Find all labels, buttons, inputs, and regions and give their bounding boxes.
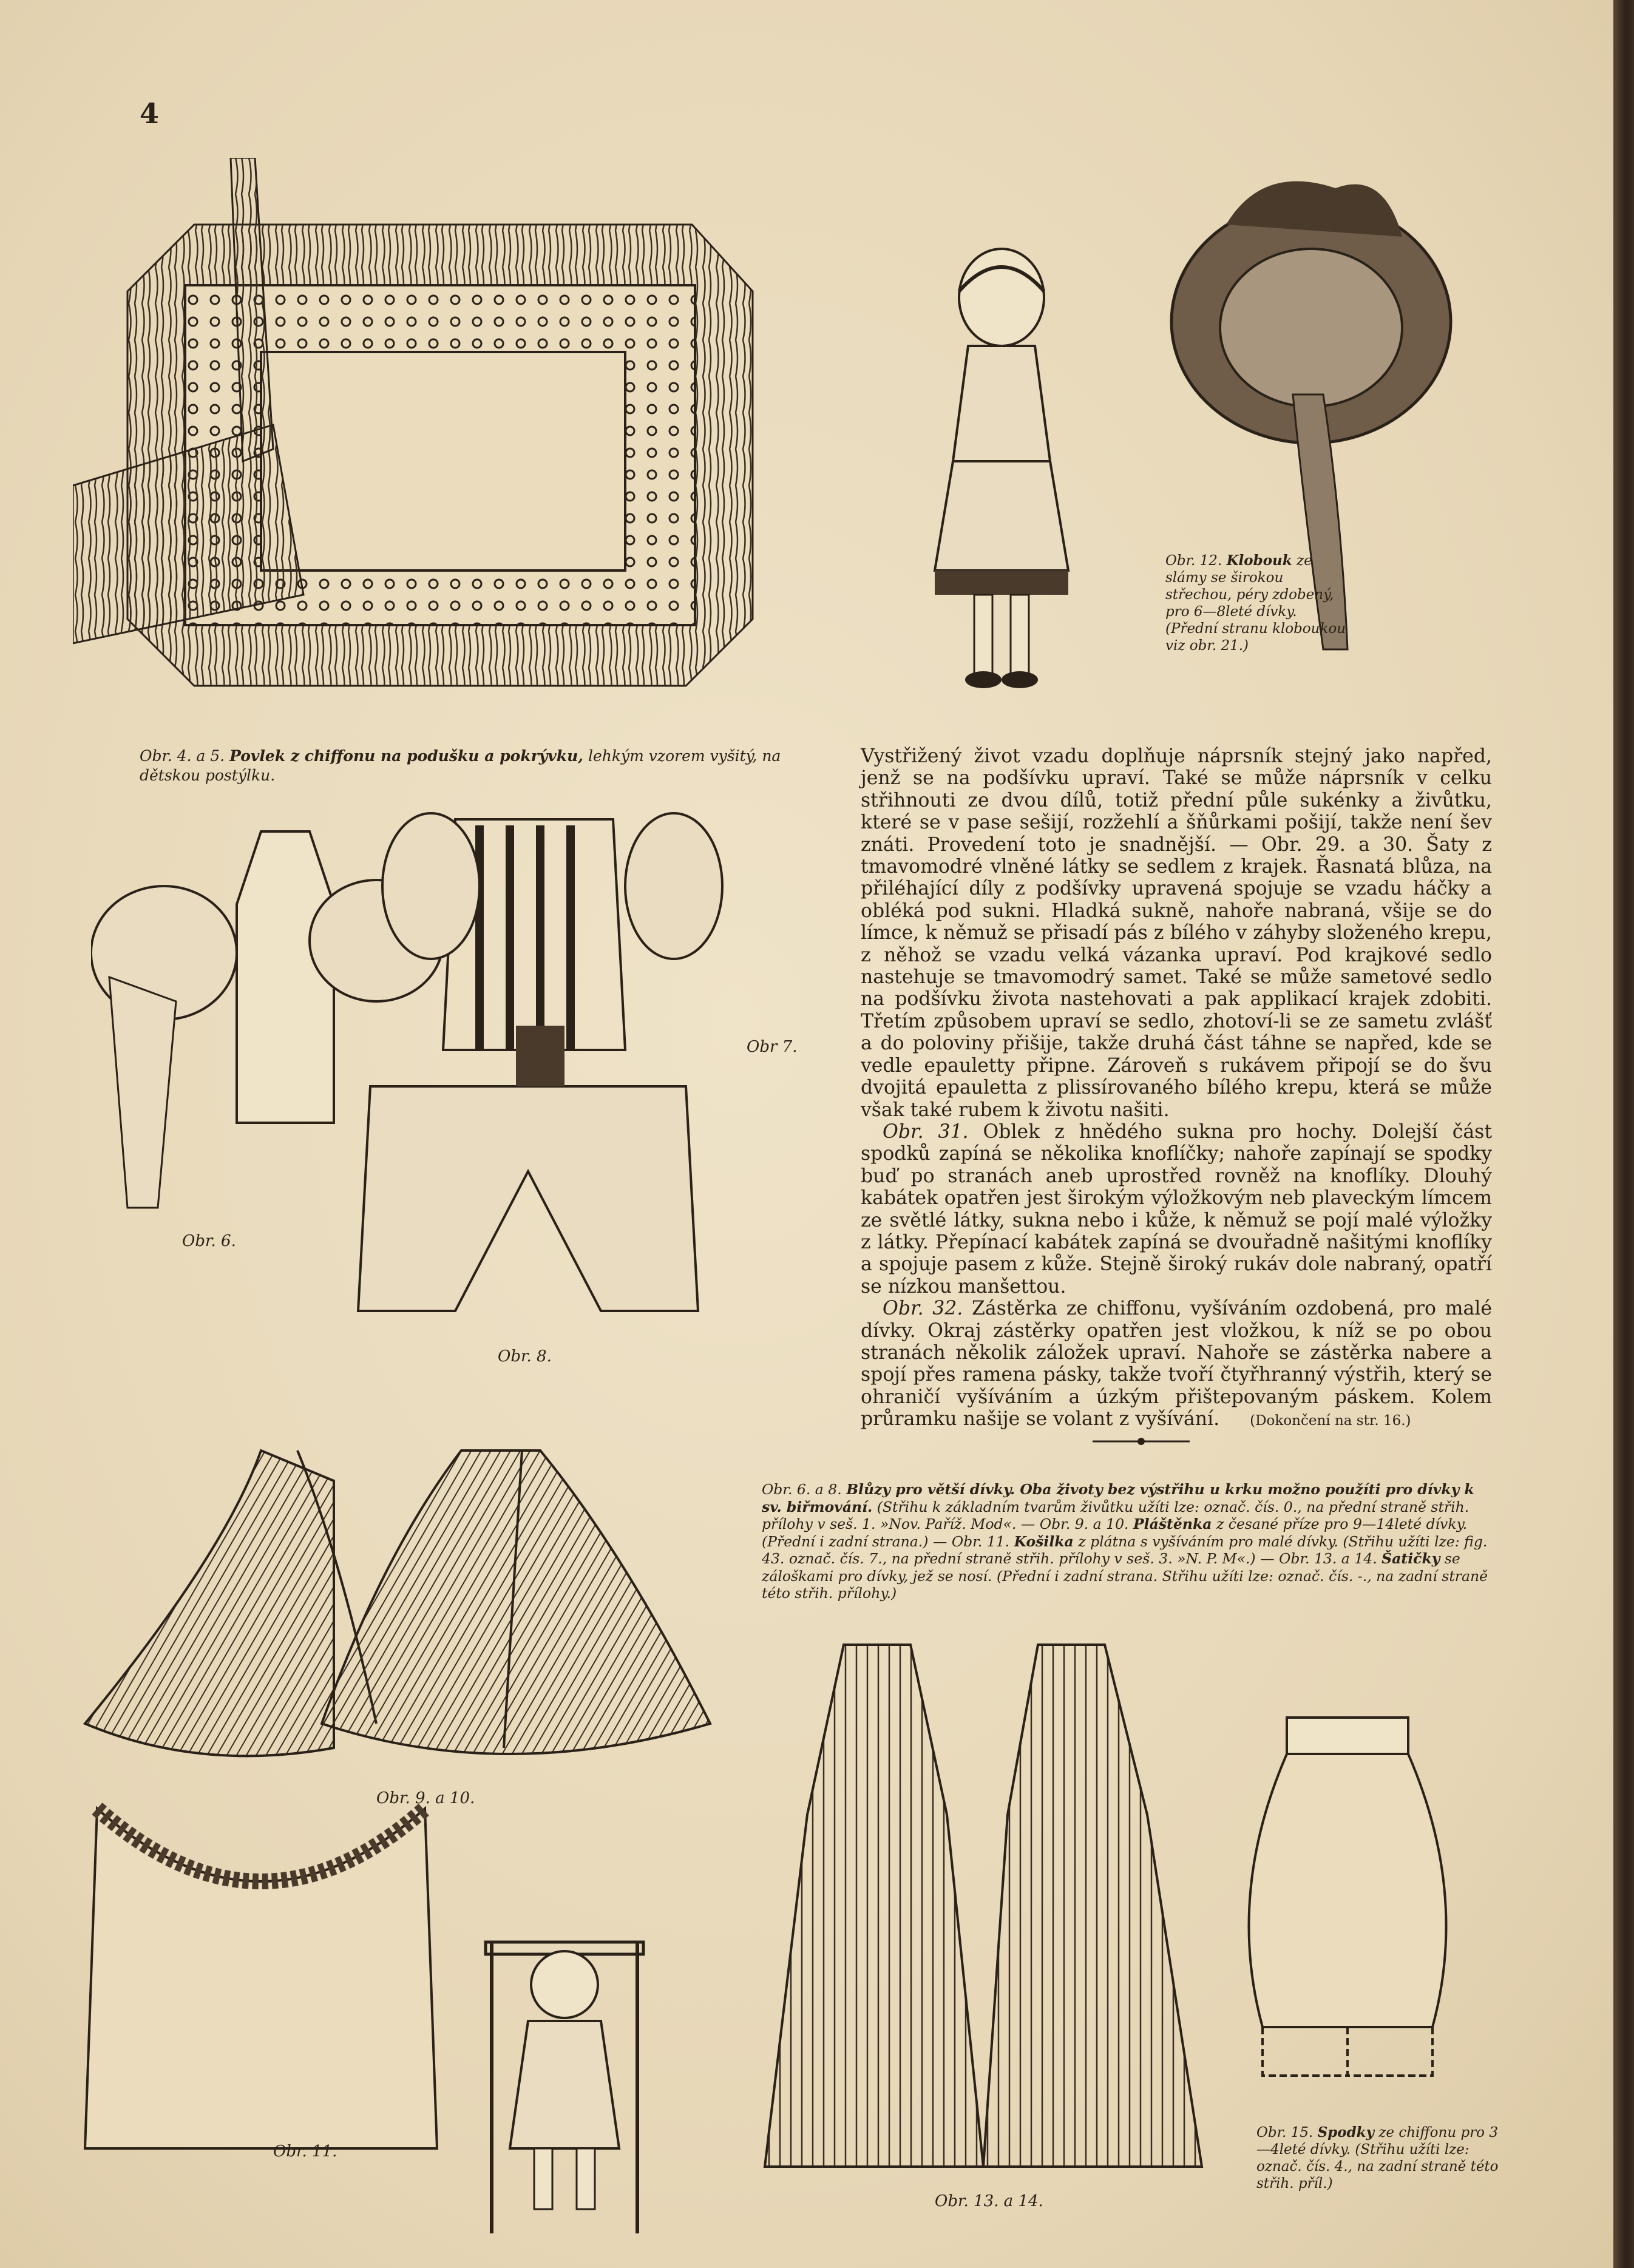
drawers-illustration [1226, 1711, 1469, 2100]
article-paragraph-1: Vystřižený život vzadu doplňuje náprsník stejný jako napřed, jenž se na podšívku upraví. Také se může náprsník v celku střihnouti ze dvou dílů, totiž přední půle sukénky a živůtku, které se v pase sešijí, rozžehlí a šňůrkami pošijí, takže není šev znáti. Provedení toto je snadnější. — Obr. 29. a 30. Šaty z tmavomodré vlněné látky se sedlem z krajek. Řasnatá blůza, na přiléhající díly z podšívky upravená spojuje se vzadu háčky a obléká pod sukni. Hladká sukně, nahoře nabraná, všije se do límce, k němuž se přisadí pás z bílého v záhyby složeného krepu, z něhož se vzadu velká vázanka upraví. Pod krajkové sedlo nastehuje se tmavomodrý samet. Také se může sametové sedlo na podšívku života nastehovati a pak applikací krajek zdobiti. Třetím způsobem upraví se sedlo, zhotoví-li se ze sametu zvlášť a do poloviny přišije, takže druhá část táhne se napřed, kde se vedle epauletty připne. Zároveň s rukávem připojí se do švu dvojitá epauletta z plissírovaného bílého krepu, která se může však také rubem k životu našiti. [861, 745, 1492, 1121]
label-obr6: Obr. 6. [182, 1232, 236, 1250]
label-obr9-10: Obr. 9. a 10. [376, 1789, 475, 1807]
blouses-illustration [91, 795, 819, 1366]
doll-on-chair-illustration [473, 1930, 656, 2246]
label-obr7: Obr 7. [747, 1038, 798, 1056]
caption-fig6-8-block: Obr. 6. a 8. Blůzy pro větší dívky. Oba životy bez výstřihu u krku možno použíti pro dívky k sv. biřmování. (Střihu k základním tvarům živůtku užíti lze: označ. čís. 0., na přední straně střih. přílohy v seš. 1. »Nov. Paříž. Mod«. — Obr. 9. a 10. Pláštěnka z česané příze pro 9—14leté dívky. (Přední i zadní strana.) — Obr. 11. Košilka z plátna s vyšíváním pro malé dívky. (Střihu užíti lze: fig. 43. označ. čís. 7., na přední straně střih. přílohy v seš. 3. »N. P. M«.) — Obr. 13. a 14. Šatičky se záloškami pro dívky, jež se nosí. (Přední i zadní strana. Střihu užíti lze: označ. čís. -., na zadní straně této střih. přílohy.) [762, 1481, 1488, 1602]
article-body [861, 745, 1492, 1432]
ornamental-divider [1093, 1437, 1190, 1446]
girl-figure-illustration [910, 231, 1093, 698]
label-obr11: Obr. 11. [273, 2142, 337, 2161]
label-obr13-14: Obr. 13. a 14. [935, 2192, 1043, 2210]
dresses-illustration [753, 1633, 1214, 2179]
article-paragraph-3: Obr. 32. Zástěrka ze chiffonu, vyšíváním ozdobená, pro malé dívky. Okraj zástěrky opatřen jest vložkou, k níž se po obou stranách několik záložek upraví. Nahoře se zástěrka nabere a spojí přes ramena pásky, takže tvoří čtyřhranný výstřih, který se ohraničí vyšíváním a úzkým přištepovaným páskem. Kolem průramku našije se volant z vyšívání. (Dokončení na str. 16.) [861, 1298, 1492, 1430]
page-number: 4 [140, 97, 160, 130]
caption-fig4-5: Obr. 4. a 5. Povlek z chiffonu na podušku a pokrývku, lehkým vzorem vyšitý, na dětskou postýlku. [140, 747, 781, 784]
capes-illustration [79, 1432, 716, 1772]
chemise-illustration [73, 1796, 449, 2161]
caption-fig12: Obr. 12. Klobouk ze slámy se širokou střechou, péry zdobený, pro 6—8leté dívky. (Přední stranu kloboukou viz obr. 21.) [1165, 552, 1346, 654]
caption-fig15: Obr. 15. Spodky ze chiffonu pro 3—4leté dívky. (Střihu užíti lze: označ. čís. 4., na zadní straně této střih. příl.) [1256, 2124, 1499, 2192]
pillow-cover-illustration [73, 158, 801, 704]
article-paragraph-2: Obr. 31. Oblek z hnědého sukna pro hochy. Dolejší část spodků zapíná se několika knoflíčky; nahoře zapínají se spodky buď po stranách aneb uprostřed rovněž na knoflíky. Dlouhý kabátek opatřen jest širokým výložkovým neb plaveckým límcem ze světlé látky, sukna nebo i kůže, k němuž se pojí malé výložky z látky. Přepínací kabátek zapíná se dvouřadně našitými knoflíky a spojuje pasem z kůže. Stejně široký rukáv dole nabraný, opatří se nízkou manšettou. [861, 1120, 1492, 1298]
page-binding-edge [1613, 0, 1634, 2268]
continued-note: (Dokončení na str. 16.) [1250, 1413, 1411, 1429]
label-obr8: Obr. 8. [498, 1347, 552, 1366]
